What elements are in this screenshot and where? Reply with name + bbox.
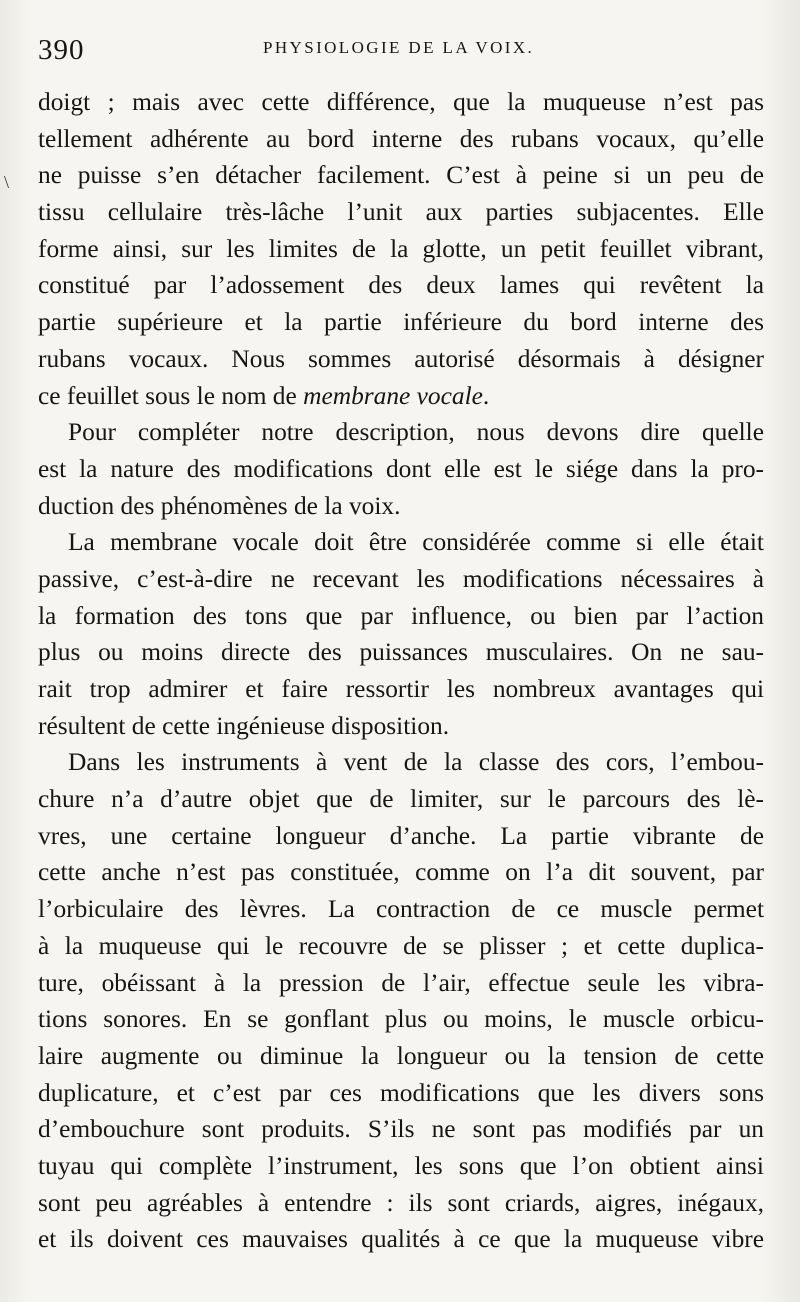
text-line: rait trop admirer et faire ressortir les nombreux avantages qui [38,675,764,703]
italic-term: membrane vocale [303,381,483,410]
text-line: forme ainsi, sur les limites de la glotte, un petit feuillet vibrant, [38,234,764,263]
text-line: d’embouchure sont produits. S’ils ne sont pas modifiés par un [38,1115,764,1144]
paragraph-first-line: Pour compléter notre description, nous devons dire quelle [68,418,764,447]
text-line: plus ou moins directe des puissances musculaires. On ne sau- [38,638,764,667]
text-line: duction des phénomènes de la voix. [38,491,401,520]
text-line: tellement adhérente au bord interne des rubans vocaux, qu’elle [38,124,764,153]
page-header [38,34,764,74]
text-line: ture, obéissant à la pression de l’air, effectue seule les vibra- [38,968,764,997]
body-text [38,84,764,1258]
text-line: tuyau qui complète l’instrument, les sons que l’on obtient ainsi [38,1151,764,1180]
text-segment: . [482,381,490,410]
page-number: 390 [38,34,85,66]
paragraph-first-line: La membrane vocale doit être considérée comme si elle était [68,528,764,557]
text-line: doigt ; mais avec cette différence, que la muqueuse n’est pas [38,88,764,116]
text-line: ne puisse s’en détacher facilement. C’est à peine si un peu de [38,161,764,190]
text-segment: ce feuillet sous le nom de [38,381,304,410]
margin-mark: \ [4,172,10,192]
text-line: duplicature, et c’est par ces modifications que les divers sons [38,1078,764,1107]
text-line: la formation des tons que par influence, ou bien par l’action [38,601,764,630]
running-title: PHYSIOLOGIE DE LA VOIX. [263,38,535,57]
text-line: cette anche n’est pas constituée, comme on l’a dit souvent, par [38,858,764,887]
text-line: partie supérieure et la partie inférieure du bord interne des [38,308,764,337]
text-line: l’orbiculaire des lèvres. La contraction de ce muscle permet [38,895,764,924]
text-line: et ils doivent ces mauvaises qualités à ce que la muqueuse vibre [38,1225,764,1254]
text-line: tions sonores. En se gonflant plus ou moins, le muscle orbicu- [38,1005,764,1034]
text-line: tissu cellulaire très-lâche l’unit aux parties subjacentes. Elle [38,198,764,227]
paragraph-first-line: Dans les instruments à vent de la classe des cors, l’embou- [68,748,764,777]
text-line: sont peu agréables à entendre : ils sont criards, aigres, inégaux, [38,1188,764,1217]
text-line: laire augmente ou diminue la longueur ou la tension de cette [38,1041,764,1070]
text-line: chure n’a d’autre objet que de limiter, sur le parcours des lè- [38,785,764,814]
text-line: résultent de cette ingénieuse disposition. [38,711,450,740]
text-line [38,378,764,415]
text-line: à la muqueuse qui le recouvre de se plisser ; et cette duplica- [38,931,764,960]
text-line: constitué par l’adossement des deux lames qui revêtent la [38,271,764,300]
text-line: rubans vocaux. Nous sommes autorisé désormais à désigner [38,344,764,373]
text-line: passive, c’est-à-dire ne recevant les modifications nécessaires à [38,564,764,593]
text-line: est la nature des modifications dont elle est le siége dans la pro- [38,454,764,483]
text-line: vres, une certaine longueur d’anche. La partie vibrante de [38,821,764,850]
